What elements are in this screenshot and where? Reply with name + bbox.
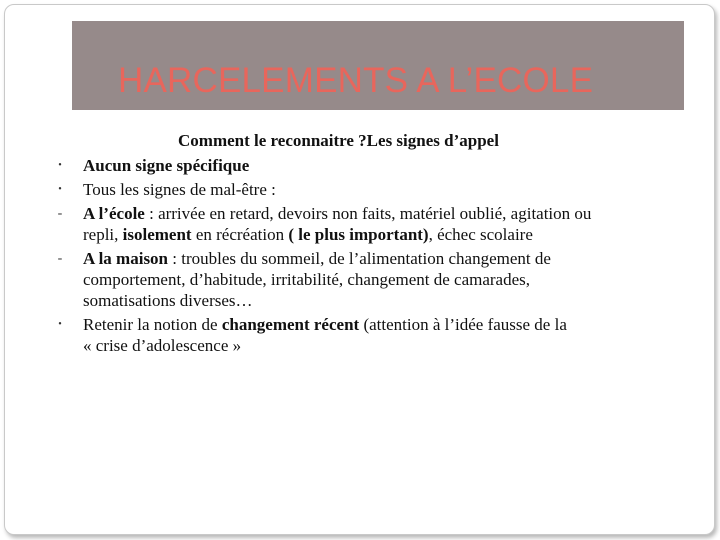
bullet-text-line [83, 335, 690, 356]
bold-text: ( le plus important) [288, 225, 429, 244]
bullet-list [50, 155, 690, 356]
text: somatisations diverses… [83, 291, 253, 310]
bullet-text-line [83, 179, 690, 200]
bullet-item [50, 314, 690, 356]
slide-title: HARCELEMENTS A L’ECOLE [118, 61, 594, 100]
bold-text: A la maison [83, 249, 169, 268]
dash-marker: - [57, 251, 63, 266]
bullet-item [50, 248, 690, 311]
text: (attention à l’idée fausse de la [359, 315, 567, 334]
bullet-text-line [83, 248, 690, 269]
text: « crise d’adolescence » [83, 336, 242, 355]
bold-text: isolement [122, 225, 192, 244]
text: : troubles du sommeil, de l’alimentation changement de [168, 249, 551, 268]
bullet-text-line [83, 155, 690, 176]
bullet-marker: • [58, 319, 62, 330]
slide-subtitle: Comment le reconnaitre ?Les signes d’appel [178, 131, 499, 150]
text: Retenir la notion de [83, 315, 222, 334]
text: Tous les signes de mal-être : [83, 180, 276, 199]
dash-marker: - [57, 206, 63, 221]
bullet-item [50, 155, 690, 176]
title-bar [72, 21, 684, 110]
bold-text: Aucun signe spécifique [83, 156, 250, 175]
text: comportement, d’habitude, irritabilité, changement de camarades, [83, 270, 531, 289]
bullet-text-line [83, 269, 690, 290]
bullet-text-line [83, 290, 690, 311]
bold-text: changement récent [221, 315, 360, 334]
bold-text: A l’école [83, 204, 145, 223]
bullet-item [50, 179, 690, 200]
text: , échec scolaire [428, 225, 533, 244]
text: : arrivée en retard, devoirs non faits, matériel oublié, agitation ou [144, 204, 592, 223]
bullet-text-line [83, 224, 690, 245]
bullet-item [50, 203, 690, 245]
text: repli, [83, 225, 123, 244]
bullet-marker: • [58, 160, 62, 171]
text: en récréation [191, 225, 289, 244]
bullet-text-line [83, 203, 690, 224]
bullet-text-line [83, 314, 690, 335]
bullet-marker: • [58, 184, 62, 195]
